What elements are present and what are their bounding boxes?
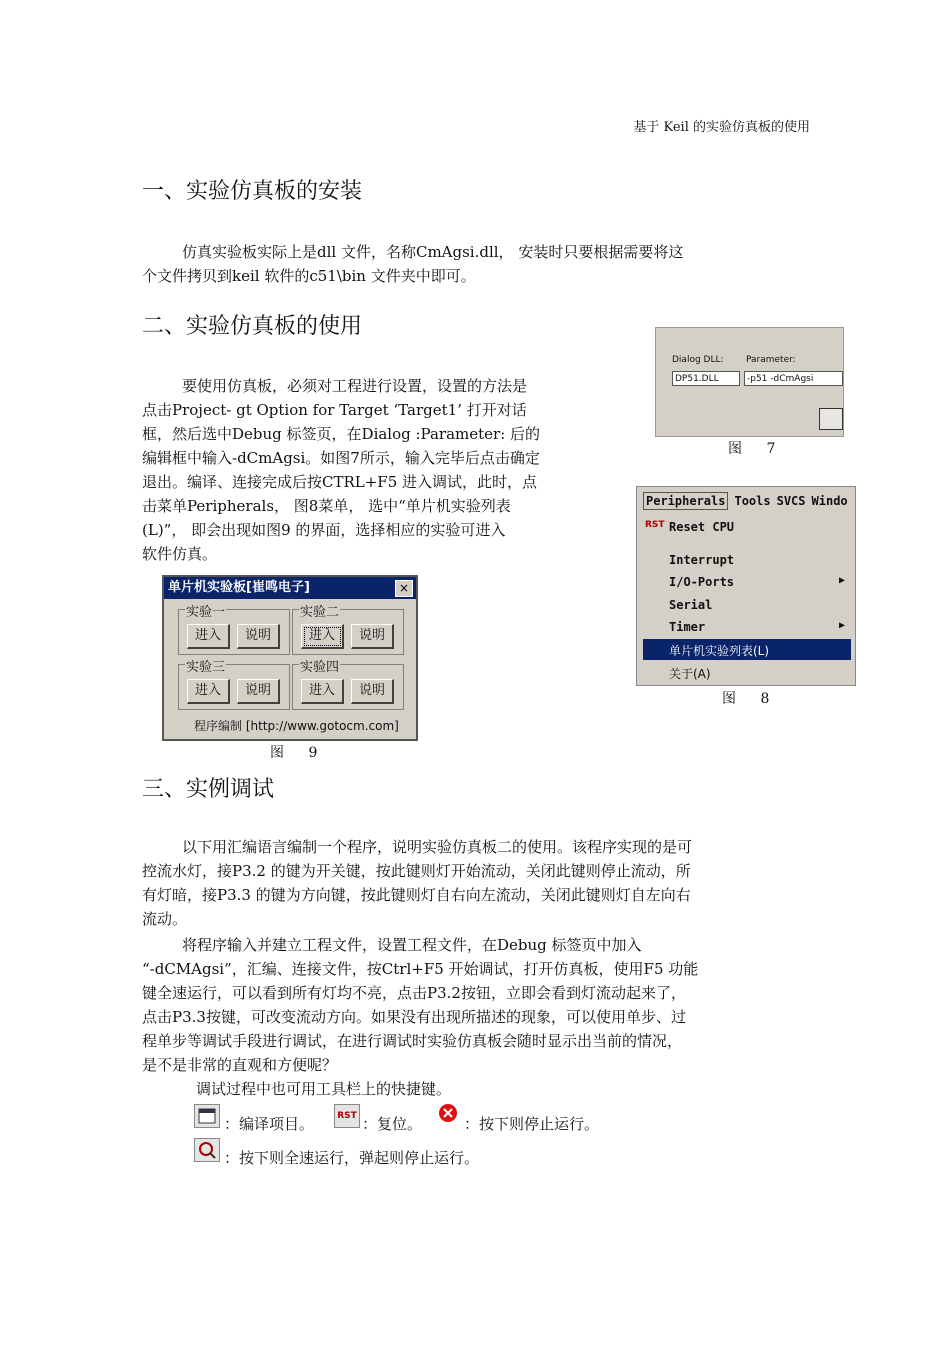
section1-title: 一、实验仿真板的安装 [142, 179, 363, 204]
section3-line: 调试过程中也可用工具栏上的快捷键。 [196, 1080, 452, 1098]
section3-line: 以下用汇编语言编制一个程序，说明实验仿真板二的使用。该程序实现的是可 [182, 838, 693, 856]
explain-button[interactable]: 说明 [351, 624, 394, 649]
submenu-arrow-icon: ▶ [838, 620, 845, 631]
parameter-field[interactable]: -p51 -dCmAgsi [744, 371, 843, 386]
tool-stop-text: ：按下则停止运行。 [464, 1115, 600, 1133]
menu-item-about[interactable]: 关于(A) [669, 667, 711, 681]
close-icon[interactable]: × [395, 580, 413, 597]
section2-line: 框，然后选中Debug 标签页，在Dialog :Parameter: 后的 [142, 425, 541, 443]
figure8-caption: 图 8 [722, 691, 780, 707]
figure9-window [162, 575, 418, 741]
figure8-menu [636, 486, 856, 686]
parameter-label: Parameter: [746, 355, 796, 365]
window-title: 单片机实验板[崔鸣电子] [164, 577, 416, 599]
figure7-caption: 图 7 [728, 441, 786, 457]
section3-line: 流动。 [142, 910, 188, 928]
tool-run-text: ：按下则全速运行，弹起则停止运行。 [224, 1149, 480, 1167]
section3-line: 点击P3.3按键，可改变流动方向。如果没有出现所描述的现象，可以使用单步、过 [142, 1008, 686, 1026]
submenu-arrow-icon: ▶ [838, 575, 845, 586]
section3-line: 键全速运行，可以看到所有灯均不亮，点击P3.2按钮，立即会看到灯流动起来了， [142, 984, 686, 1002]
experiment-group-4 [292, 660, 404, 710]
build-icon [194, 1104, 220, 1128]
section2-line: (L)”， 即会出现如图9 的界面，选择相应的实验可进入 [142, 521, 506, 539]
section3-line: 是不是非常的直观和方便呢？ [142, 1056, 338, 1074]
stop-icon [436, 1102, 460, 1124]
section3-line: 控流水灯，接P3.2 的键为开关键，按此键则灯开始流动，关闭此键则停止流动，所 [142, 862, 691, 880]
figure9-caption: 图 9 [270, 745, 328, 761]
run-icon-graphic [195, 1139, 219, 1161]
section3-title: 三、实例调试 [142, 777, 275, 802]
menu-item-timer[interactable]: Timer [669, 620, 706, 634]
enter-button[interactable]: 进入 [187, 679, 230, 704]
run-icon [194, 1138, 220, 1162]
dialog-button[interactable] [819, 408, 843, 430]
menu-svcs[interactable]: SVCS [776, 494, 806, 508]
explain-button[interactable]: 说明 [237, 679, 280, 704]
explain-button[interactable]: 说明 [351, 679, 394, 704]
build-icon-graphic [195, 1105, 219, 1127]
dialog-dll-label: Dialog DLL: [672, 355, 724, 365]
figure7-dialog [655, 327, 844, 437]
section3-line: 将程序输入并建立工程文件，设置工程文件，在Debug 标签页中加入 [182, 936, 642, 954]
reset-icon: RST [645, 520, 665, 530]
section2-line: 击菜单Peripherals， 图8菜单， 选中“单片机实验列表 [142, 497, 511, 515]
experiment-group-1 [178, 605, 290, 655]
enter-button[interactable]: 进入 [301, 624, 344, 649]
section3-line: 有灯暗，接P3.3 的键为方向键，按此键则灯自右向左流动，关闭此键则灯自左向右 [142, 886, 691, 904]
section1-line2: 个文件拷贝到keil 软件的c51\bin 文件夹中即可。 [142, 267, 476, 285]
section3-line: “-dCMAgsi”，汇编、连接文件，按Ctrl+F5 开始调试，打开仿真板，使用F5 功能 [142, 960, 699, 978]
section1-line1: 仿真实验板实际上是dll 文件，名称CmAgsi.dll， 安装时只要根据需要将这 [182, 243, 684, 261]
section2-title: 二、实验仿真板的使用 [142, 314, 363, 339]
menu-item-io-ports[interactable]: I/O-Ports [669, 575, 735, 589]
menu-tools[interactable]: Tools [734, 494, 771, 508]
menu-peripherals[interactable]: Peripherals [643, 492, 728, 510]
explain-button[interactable]: 说明 [237, 624, 280, 649]
menu-item-interrupt[interactable]: Interrupt [669, 553, 735, 567]
menu-item-experiment-list[interactable]: 单片机实验列表(L) [669, 644, 770, 658]
section2-line: 软件仿真。 [142, 545, 218, 563]
menubar [637, 487, 855, 515]
group-label: 实验三 [185, 656, 226, 675]
group-label: 实验二 [299, 601, 340, 620]
stop-icon-graphic [436, 1102, 460, 1124]
experiment-group-2 [292, 605, 404, 655]
menu-window[interactable]: Windo [811, 494, 848, 508]
section3-line: 程单步等调试手段进行调试，在进行调试时实验仿真板会随时显示出当前的情况， [142, 1032, 683, 1050]
enter-button[interactable]: 进入 [301, 679, 344, 704]
menu-item-serial[interactable]: Serial [669, 598, 713, 612]
tool-reset-text: ：复位。 [362, 1115, 423, 1133]
dialog-dll-field[interactable]: DP51.DLL [672, 371, 740, 386]
experiment-group-3 [178, 660, 290, 710]
window-footer: 程序编制 [http://www.gotocm.com] [194, 719, 399, 733]
reset-icon: RST [334, 1104, 360, 1128]
menu-item-reset-cpu[interactable]: Reset CPU [669, 520, 735, 534]
page-header: 基于 Keil 的实验仿真板的使用 [633, 120, 810, 135]
enter-button[interactable]: 进入 [187, 624, 230, 649]
section2-line: 要使用仿真板，必须对工程进行设置，设置的方法是 [182, 377, 528, 395]
peripherals-dropdown [639, 517, 853, 683]
tool-build-text: ：编译项目。 [224, 1115, 315, 1133]
section2-line: 点击Project- gt Option for Target ‘Target1’ 打开对话 [142, 401, 527, 419]
group-label: 实验一 [185, 601, 226, 620]
group-label: 实验四 [299, 656, 340, 675]
section2-line: 退出。编译、连接完成后按CTRL+F5 进入调试，此时，点 [142, 473, 538, 491]
section2-line: 编辑框中输入-dCmAgsi。如图7所示，输入完毕后点击确定 [142, 449, 540, 467]
